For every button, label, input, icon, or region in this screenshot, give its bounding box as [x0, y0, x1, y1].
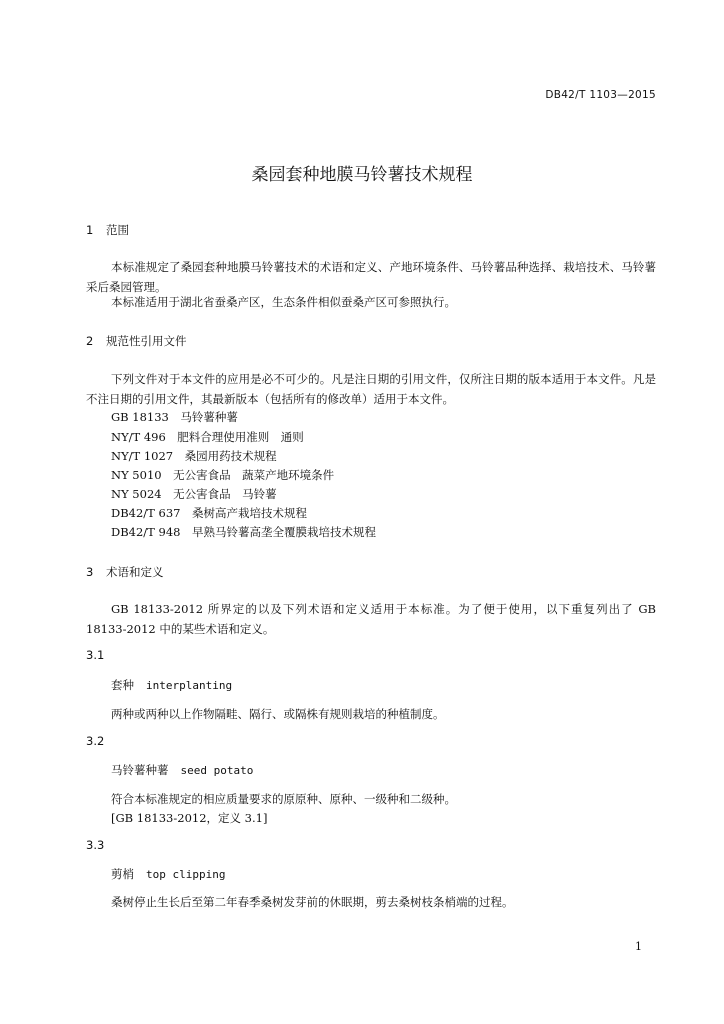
- section-number: 2: [86, 334, 94, 348]
- reference-item: NY 5010 无公害食品 蔬菜产地环境条件: [111, 468, 335, 482]
- section-2-heading: [86, 333, 187, 349]
- reference-item: DB42/T 637 桑树高产栽培技术规程: [111, 506, 307, 520]
- term-chinese: 剪梢: [111, 867, 134, 881]
- section-1-heading: [86, 222, 129, 238]
- clause-number: 3.2: [86, 734, 105, 748]
- term-heading: [111, 677, 232, 693]
- document-title: 桑园套种地膜马铃薯技术规程: [251, 165, 473, 185]
- term-english: top clipping: [146, 868, 226, 881]
- reference-item: GB 18133 马铃薯种薯: [111, 410, 238, 424]
- clause-number: 3.3: [86, 838, 105, 852]
- section-1-paragraph-1: 本标准规定了桑园套种地膜马铃薯技术的术语和定义、产地环境条件、马铃薯品种选择、栽培技术、马铃薯采后桑园管理。: [86, 260, 656, 294]
- term-definition: 符合本标准规定的相应质量要求的原原种、原种、一级种和二级种。: [111, 792, 456, 806]
- term-chinese: 套种: [111, 678, 134, 692]
- page-number: 1: [635, 940, 642, 953]
- section-1-paragraph-2: 本标准适用于湖北省蚕桑产区，生态条件相似蚕桑产区可参照执行。: [111, 295, 456, 309]
- section-2-paragraph-1: 下列文件对于本文件的应用是必不可少的。凡是注日期的引用文件，仅所注日期的版本适用于本文件。凡是不注日期的引用文件，其最新版本（包括所有的修改单）适用于本文件。: [86, 372, 656, 406]
- section-number: 3: [86, 565, 94, 579]
- reference-item: NY 5024 无公害食品 马铃薯: [111, 487, 277, 501]
- term-heading: [111, 762, 253, 778]
- section-title: 范围: [106, 223, 129, 237]
- standard-code: DB42/T 1103—2015: [545, 89, 656, 101]
- term-definition: 两种或两种以上作物隔畦、隔行、或隔株有规则栽培的种植制度。: [111, 707, 445, 721]
- section-3-heading: [86, 564, 164, 580]
- term-source: [GB 18133-2012，定义 3.1]: [111, 811, 268, 825]
- section-title: 术语和定义: [106, 565, 164, 579]
- reference-item: NY/T 1027 桑园用药技术规程: [111, 449, 277, 463]
- section-title: 规范性引用文件: [106, 334, 187, 348]
- term-english: seed potato: [180, 764, 254, 777]
- term-heading: [111, 866, 225, 882]
- reference-item: NY/T 496 肥料合理使用准则 通则: [111, 430, 304, 444]
- section-number: 1: [86, 223, 94, 237]
- term-english: interplanting: [146, 679, 233, 692]
- term-definition: 桑树停止生长后至第二年春季桑树发芽前的休眠期，剪去桑树枝条梢端的过程。: [111, 895, 514, 909]
- term-chinese: 马铃薯种薯: [111, 763, 169, 777]
- reference-item: DB42/T 948 早熟马铃薯高垄全覆膜栽培技术规程: [111, 525, 376, 539]
- clause-number: 3.1: [86, 648, 105, 662]
- section-3-paragraph-1: GB 18133-2012 所界定的以及下列术语和定义适用于本标准。为了便于使用，以下重复列出了 GB 18133-2012 中的某些术语和定义。: [86, 602, 656, 636]
